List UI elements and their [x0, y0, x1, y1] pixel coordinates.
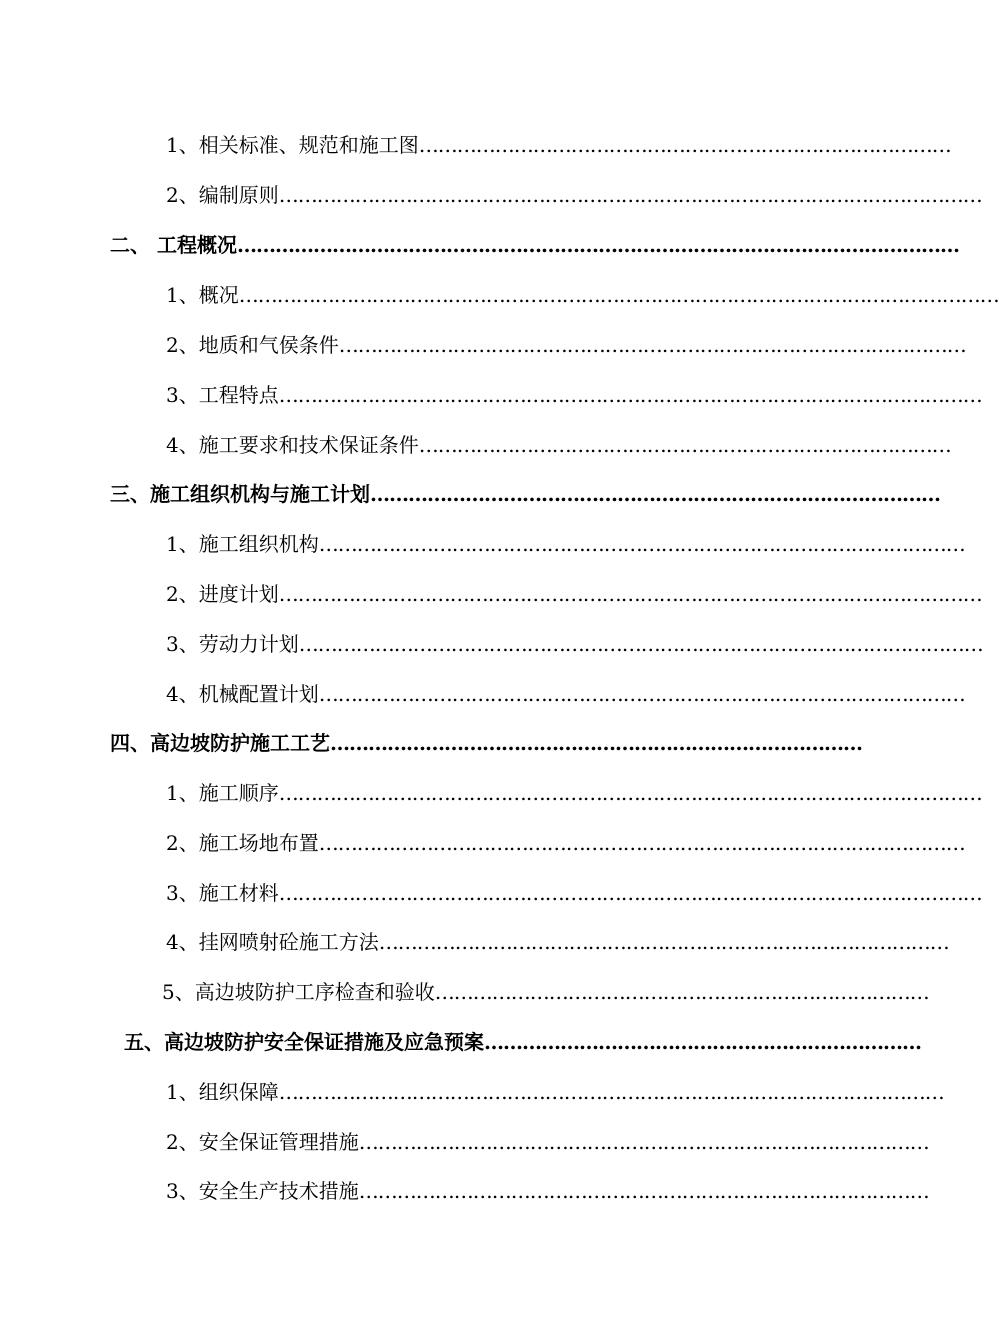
- toc-entry-label: 2、编制原则: [166, 183, 279, 207]
- toc-entry: [162, 976, 929, 1008]
- toc-entry-label: 1、相关标准、规范和施工图: [166, 133, 419, 157]
- toc-entry-label: 2、施工场地布置: [166, 831, 319, 855]
- dot-leader: …………………………………………………………………………: [418, 133, 951, 157]
- toc-entry: [166, 926, 949, 958]
- dot-leader: …………………………………………………………………………: [330, 731, 862, 755]
- dot-leader: …………………………………………………………………………………………………: [278, 881, 982, 905]
- toc-entry: [166, 827, 965, 859]
- toc-entry: [166, 379, 982, 411]
- dot-leader: …………………………………………………………………………………………: [318, 532, 965, 556]
- toc-entry: [166, 429, 951, 461]
- toc-section-heading: [124, 1026, 921, 1058]
- dot-leader: ………………………………………………………………………………………………: [298, 632, 983, 656]
- dot-leader: ………………………………………………………………………………: [358, 1179, 929, 1203]
- dot-leader: ………………………………………………………………………………: [358, 1130, 929, 1154]
- toc-entry: [166, 628, 983, 660]
- toc-entry-label: 五、高边坡防护安全保证措施及应急预案: [124, 1030, 484, 1054]
- toc-entry: [166, 279, 999, 311]
- dot-leader: …………………………………………………………………………………………: [318, 682, 965, 706]
- toc-entry-label: 3、安全生产技术措施: [166, 1179, 359, 1203]
- toc-entry: [166, 877, 982, 909]
- toc-entry-label: 1、施工组织机构: [166, 532, 319, 556]
- toc-entry: [166, 678, 965, 710]
- dot-leader: ……………………………………………………………………: [434, 980, 929, 1004]
- dot-leader: ………………………………………………………………………………………: [338, 333, 966, 357]
- dot-leader: ……………………………………………………………………………………………: [278, 1080, 944, 1104]
- dot-leader: …………………………………………………………………………: [418, 433, 951, 457]
- dot-leader: ………………………………………………………………………………: [370, 482, 940, 506]
- toc-entry-label: 4、施工要求和技术保证条件: [166, 433, 419, 457]
- toc-entry: [166, 1175, 929, 1207]
- toc-entry-label: 2、地质和气侯条件: [166, 333, 339, 357]
- toc-entry: [166, 129, 951, 161]
- toc-entry: [166, 179, 982, 211]
- toc-entry-label: 1、组织保障: [166, 1080, 279, 1104]
- toc-entry-label: 2、进度计划: [166, 582, 279, 606]
- toc-entry: [166, 578, 982, 610]
- dot-leader: …………………………………………………………………………………………………………: [238, 283, 999, 307]
- toc-entry: [166, 329, 966, 361]
- dot-leader: ……………………………………………………………………………………………………: [236, 233, 959, 257]
- toc-section-heading: [110, 478, 940, 510]
- dot-leader: …………………………………………………………………………………………: [318, 831, 965, 855]
- toc-entry: [166, 1076, 944, 1108]
- dot-leader: ………………………………………………………………………………: [378, 930, 949, 954]
- toc-section-heading: [110, 229, 959, 261]
- toc-entry-label: 四、高边坡防护施工工艺: [110, 731, 330, 755]
- dot-leader: …………………………………………………………………………………………………: [278, 183, 982, 207]
- toc-entry-label: 3、施工材料: [166, 881, 279, 905]
- toc-entry-label: 1、概况: [166, 283, 239, 307]
- dot-leader: ……………………………………………………………: [484, 1030, 921, 1054]
- toc-entry: [166, 1126, 929, 1158]
- toc-entry-label: 1、施工顺序: [166, 781, 279, 805]
- toc-section-heading: [110, 727, 862, 759]
- toc-entry-label: 5、高边坡防护工序检查和验收: [162, 980, 435, 1004]
- toc-entry-label: 三、施工组织机构与施工计划: [110, 482, 370, 506]
- toc-entry: [166, 528, 965, 560]
- toc-entry-label: 二、 工程概况: [110, 233, 237, 257]
- toc-entry-label: 4、机械配置计划: [166, 682, 319, 706]
- dot-leader: …………………………………………………………………………………………………: [278, 781, 982, 805]
- dot-leader: …………………………………………………………………………………………………: [278, 383, 982, 407]
- toc-entry-label: 3、劳动力计划: [166, 632, 299, 656]
- toc-entry-label: 4、挂网喷射砼施工方法: [166, 930, 379, 954]
- toc-entry: [166, 777, 982, 809]
- toc-entry-label: 3、工程特点: [166, 383, 279, 407]
- dot-leader: …………………………………………………………………………………………………: [278, 582, 982, 606]
- toc-entry-label: 2、安全保证管理措施: [166, 1130, 359, 1154]
